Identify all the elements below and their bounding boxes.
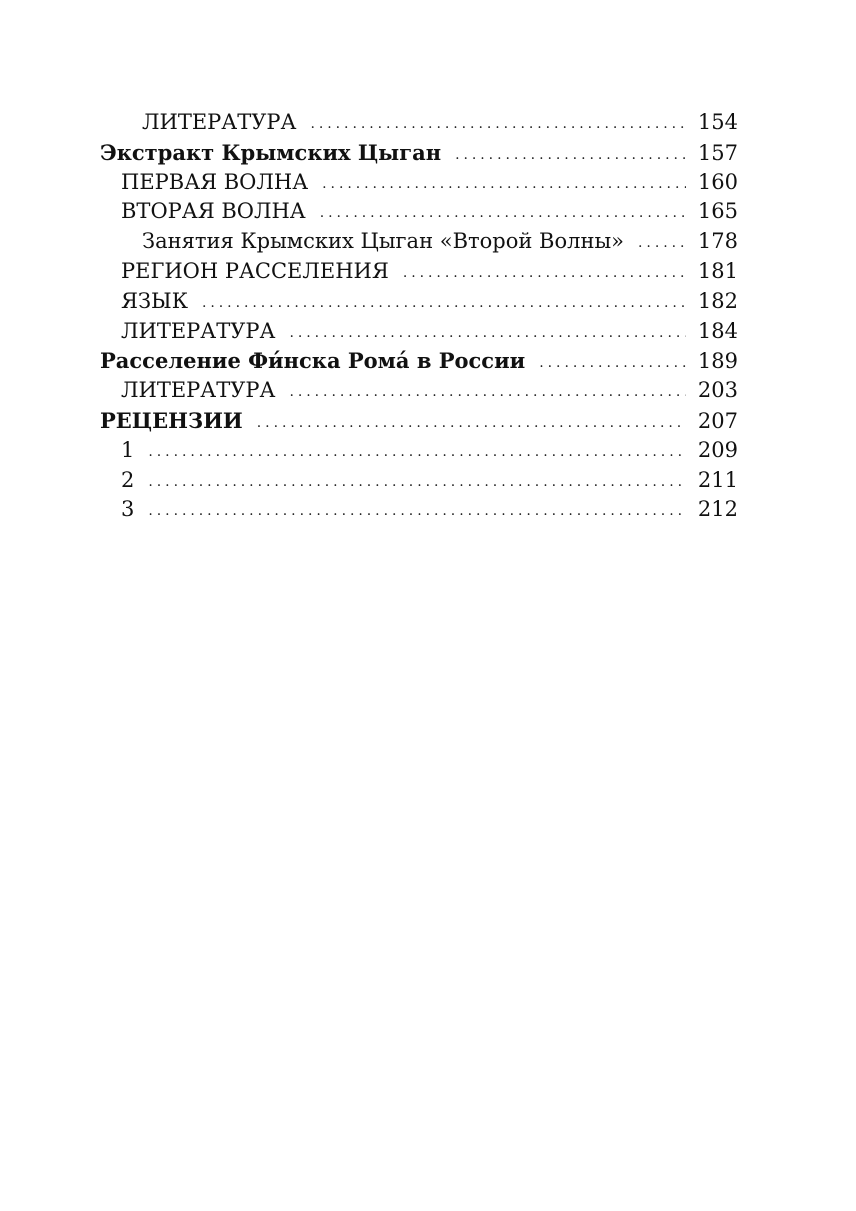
toc-entry-title: Экстракт Крымских Цыган xyxy=(100,139,442,165)
toc-entry-title: ЛИТЕРАТУРА xyxy=(121,378,276,403)
toc-entry xyxy=(100,138,738,168)
toc-entry xyxy=(100,108,738,138)
dot-leader xyxy=(638,229,686,259)
toc-entry xyxy=(100,495,738,525)
dot-leader xyxy=(148,438,686,468)
toc-entry-title: Занятия Крымских Цыган «Второй Волны» xyxy=(142,229,625,254)
toc-entry-page: 157 xyxy=(697,140,738,165)
dot-leader xyxy=(148,497,686,527)
toc-entry-page: 207 xyxy=(697,408,738,433)
toc-entry xyxy=(100,227,738,257)
toc-entry-page: 211 xyxy=(697,467,738,492)
toc-entry-title: РЕГИОН РАССЕЛЕНИЯ xyxy=(121,258,389,283)
toc-entry-page: 160 xyxy=(697,169,738,194)
toc-entry xyxy=(100,436,738,466)
toc-entry-title: ЛИТЕРАТУРА xyxy=(142,110,297,134)
table-of-contents xyxy=(100,108,738,525)
toc-entry-title: 3 xyxy=(121,497,135,522)
dot-leader xyxy=(539,349,686,379)
dot-leader xyxy=(403,259,686,289)
toc-entry xyxy=(100,376,738,406)
dot-leader xyxy=(202,289,686,319)
toc-entry-title: 1 xyxy=(121,437,135,462)
toc-entry-page: 154 xyxy=(697,110,738,134)
dot-leader xyxy=(289,319,686,349)
dot-leader xyxy=(455,141,686,171)
toc-entry-title: ЯЗЫК xyxy=(121,288,188,313)
toc-entry xyxy=(100,257,738,287)
dot-leader xyxy=(148,468,686,498)
toc-entry-page: 184 xyxy=(697,318,738,343)
toc-entry xyxy=(100,197,738,227)
toc-entry-page: 203 xyxy=(697,378,738,403)
dot-leader xyxy=(257,409,686,439)
toc-entry-page: 165 xyxy=(697,199,738,224)
toc-entry-page: 209 xyxy=(697,437,738,462)
toc-entry-page: 189 xyxy=(697,349,738,374)
toc-entry xyxy=(100,287,738,317)
dot-leader xyxy=(322,170,686,200)
toc-entry-page: 212 xyxy=(697,497,738,522)
toc-entry-title: Расселение Фи́нска Рома́ в России xyxy=(100,348,526,374)
toc-entry-title: 2 xyxy=(121,467,135,492)
toc-entry-page: 181 xyxy=(697,258,738,283)
dot-leader xyxy=(289,378,686,408)
toc-entry-page: 178 xyxy=(697,229,738,254)
toc-entry-title: ЛИТЕРАТУРА xyxy=(121,318,276,343)
dot-leader xyxy=(320,199,686,229)
toc-entry xyxy=(100,168,738,198)
toc-entry xyxy=(100,466,738,496)
toc-entry-page: 182 xyxy=(697,288,738,313)
dot-leader xyxy=(310,110,686,140)
toc-entry-title: ПЕРВАЯ ВОЛНА xyxy=(121,169,309,194)
toc-entry-title: ВТОРАЯ ВОЛНА xyxy=(121,199,306,224)
toc-entry xyxy=(100,406,738,436)
toc-entry xyxy=(100,346,738,376)
toc-entry xyxy=(100,317,738,347)
toc-entry-title: РЕЦЕНЗИИ xyxy=(100,407,243,433)
